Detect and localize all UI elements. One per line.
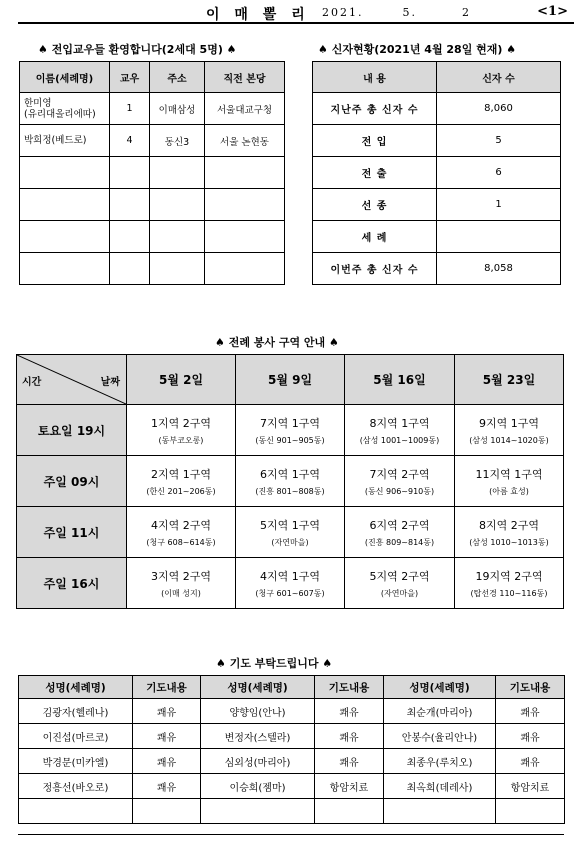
corner-date-label: 날짜: [100, 377, 120, 388]
members-label: 전 출: [313, 157, 437, 189]
service-cell: [127, 507, 236, 558]
newcomers-col-header: 교우: [110, 62, 150, 93]
service-area: 9지역 1구역: [479, 416, 539, 430]
newcomers-cell: [150, 157, 205, 189]
prayer-name: [201, 799, 315, 824]
prayer-name: [384, 799, 496, 824]
prayer-name: 박경문(미카엘): [19, 749, 133, 774]
newcomers-cell: 서울 논현동: [205, 125, 285, 157]
page-number: <1>: [537, 4, 568, 19]
service-table: [16, 354, 564, 609]
service-cell: [455, 456, 564, 507]
service-area-detail: (청구 601~607동): [255, 588, 325, 598]
newcomers-cell: 4: [110, 125, 150, 157]
members-row: [313, 221, 561, 253]
prayer-table: [18, 675, 565, 824]
service-cell: [236, 507, 345, 558]
prayer-name: 안봉수(율리안나): [384, 724, 496, 749]
service-cell: [127, 456, 236, 507]
prayer-name: 최옥희(데레사): [384, 774, 496, 799]
prayer-name: 이승희(젬마): [201, 774, 315, 799]
prayer-intention: 쾌유: [133, 699, 201, 724]
service-area: 3지역 2구역: [151, 569, 211, 583]
newcomers-cell: [20, 189, 110, 221]
service-cell: [127, 558, 236, 609]
prayer-name: 변정자(스텔라): [201, 724, 315, 749]
prayer-row: [19, 749, 565, 774]
prayer-intention: 쾌유: [133, 749, 201, 774]
members-count: 1: [437, 189, 561, 221]
service-area-detail: (삼성 1010~1013동): [469, 537, 549, 547]
prayer-intention: 쾌유: [315, 749, 384, 774]
bulletin-date: [322, 6, 471, 19]
service-area: 8지역 1구역: [369, 416, 430, 430]
prayer-name: 김광자(헬레나): [19, 699, 133, 724]
members-label: 전 입: [313, 125, 437, 157]
prayer-intention: 쾌유: [315, 724, 384, 749]
newcomers-cell: [150, 253, 205, 285]
members-label: 이번주 총 신자 수: [313, 253, 437, 285]
newcomers-cell: [20, 253, 110, 285]
newcomers-row: [20, 189, 285, 221]
service-cell: [455, 405, 564, 456]
service-area-detail: (진흥 809~814동): [364, 537, 435, 547]
service-cell: [236, 558, 345, 609]
prayer-col-header: 기도내용: [315, 676, 384, 699]
service-cell: [236, 405, 345, 456]
service-area: 11지역 1구역: [475, 467, 543, 481]
newcomers-cell: 동신3: [150, 125, 205, 157]
prayer-name: 이진섭(마르코): [19, 724, 133, 749]
service-time: 토요일 19시: [17, 405, 127, 456]
members-label: 선 종: [313, 189, 437, 221]
service-row: [17, 507, 564, 558]
newcomers-cell: [205, 189, 285, 221]
footer-divider: [18, 834, 564, 835]
service-area: 2지역 1구역: [151, 467, 211, 481]
service-cell: [127, 405, 236, 456]
service-area-detail: (동신 906~910동): [364, 486, 435, 496]
newcomers-cell: [150, 221, 205, 253]
service-time: 주일 09시: [17, 456, 127, 507]
service-area-detail: (동신 901~905동): [255, 435, 325, 445]
service-area-detail: (청구 608~614동): [146, 537, 216, 547]
members-label: 세 례: [313, 221, 437, 253]
service-cell: [455, 507, 564, 558]
service-cell: [345, 507, 455, 558]
prayer-intention: 항암치료: [315, 774, 384, 799]
service-area: 5지역 2구역: [369, 569, 430, 583]
prayer-row: [19, 799, 565, 824]
prayer-name: 정흥선(바오로): [19, 774, 133, 799]
newcomers-cell: [110, 221, 150, 253]
newcomers-row: [20, 221, 285, 253]
newcomers-title: ♠ 전입교우들 환영합니다(2세대 5명) ♠: [38, 43, 237, 56]
newcomers-row: [20, 157, 285, 189]
members-count: 6: [437, 157, 561, 189]
service-row: [17, 456, 564, 507]
prayer-col-header: 성명(세례명): [201, 676, 315, 699]
prayer-intention: [133, 799, 201, 824]
newcomers-col-header: 이름(세례명): [20, 62, 110, 93]
prayer-name: 최종우(루치오): [384, 749, 496, 774]
newcomers-cell: 이매삼성: [150, 93, 205, 125]
service-row: [17, 405, 564, 456]
newcomers-cell: [205, 253, 285, 285]
members-count: [437, 221, 561, 253]
service-area-detail: (아름 효성): [489, 486, 529, 496]
service-area-detail: (자연마을): [380, 588, 419, 598]
newcomers-cell: [110, 189, 150, 221]
service-area-detail: (이매 성지): [161, 588, 201, 598]
service-title: ♠ 전례 봉사 구역 안내 ♠: [215, 336, 339, 349]
service-area-detail: (한신 201~206동): [146, 486, 216, 496]
service-date-header: 5월 23일: [455, 355, 564, 405]
service-area-detail: (동부코오롱): [158, 435, 204, 445]
prayer-intention: 쾌유: [133, 774, 201, 799]
service-time: 주일 11시: [17, 507, 127, 558]
prayer-intention: [496, 799, 565, 824]
service-area: 4지역 1구역: [260, 569, 320, 583]
prayer-name: 심외성(마리아): [201, 749, 315, 774]
prayer-col-header: 기도내용: [496, 676, 565, 699]
service-area-detail: (삼성 1014~1020동): [469, 435, 549, 445]
service-area: 8지역 2구역: [479, 518, 539, 532]
members-count: 5: [437, 125, 561, 157]
newcomers-row: [20, 93, 285, 125]
service-cell: [345, 405, 455, 456]
prayer-name: 양향임(안나): [201, 699, 315, 724]
prayer-intention: 쾌유: [133, 724, 201, 749]
members-row: [313, 93, 561, 125]
prayer-title: ♠ 기도 부탁드립니다 ♠: [216, 657, 333, 670]
newcomers-cell: [20, 221, 110, 253]
newcomers-cell: 박희정(베드로): [20, 125, 110, 157]
service-area-detail: (자연마을): [271, 537, 309, 547]
prayer-name: [19, 799, 133, 824]
service-cell: [345, 558, 455, 609]
newcomers-row: [20, 125, 285, 157]
newcomers-cell: [110, 157, 150, 189]
members-label: 지난주 총 신자 수: [313, 93, 437, 125]
members-col-header: 신자 수: [437, 62, 561, 93]
service-area: 19지역 2구역: [475, 569, 543, 583]
service-area-detail: (탑선경 110~116동): [470, 588, 548, 598]
prayer-intention: 쾌유: [496, 749, 565, 774]
date-year: 2021.: [322, 6, 364, 19]
service-date-header: 5월 2일: [127, 355, 236, 405]
service-row: [17, 558, 564, 609]
header-divider: [18, 22, 574, 24]
members-row: [313, 253, 561, 285]
prayer-col-header: 성명(세례명): [384, 676, 496, 699]
newcomers-cell: [110, 253, 150, 285]
newcomers-row: [20, 253, 285, 285]
newcomers-col-header: 직전 본당: [205, 62, 285, 93]
service-date-header: 5월 16일: [345, 355, 455, 405]
corner-time-label: 시간: [22, 377, 42, 388]
service-time: 주일 16시: [17, 558, 127, 609]
prayer-intention: 쾌유: [496, 699, 565, 724]
prayer-col-header: 성명(세례명): [19, 676, 133, 699]
service-date-header: 5월 9일: [236, 355, 345, 405]
service-area: 6지역 1구역: [260, 467, 320, 481]
members-row: [313, 125, 561, 157]
service-cell: [345, 456, 455, 507]
bulletin-header: [18, 4, 574, 22]
newcomers-cell: [150, 189, 205, 221]
corner-cell: [17, 355, 127, 405]
newcomers-cell: [205, 221, 285, 253]
service-area: 7지역 2구역: [369, 467, 430, 481]
service-area-detail: (진흥 801~808동): [255, 486, 325, 496]
newcomers-cell: 서울대교구청: [205, 93, 285, 125]
service-area: 6지역 2구역: [369, 518, 430, 532]
prayer-intention: 쾌유: [496, 724, 565, 749]
prayer-row: [19, 724, 565, 749]
members-count: 8,058: [437, 253, 561, 285]
members-col-header: 내 용: [313, 62, 437, 93]
date-day: 2: [462, 6, 471, 19]
service-area: 4지역 2구역: [151, 518, 211, 532]
prayer-name: 최순개(마리아): [384, 699, 496, 724]
newcomers-cell: [20, 157, 110, 189]
bulletin-title: 이 매 뽈 리: [206, 7, 310, 23]
newcomers-cell: [205, 157, 285, 189]
members-title: ♠ 신자현황(2021년 4월 28일 현재) ♠: [318, 43, 517, 56]
date-month: 5.: [402, 6, 417, 19]
service-area-detail: (삼성 1001~1009동): [359, 435, 440, 445]
prayer-row: [19, 774, 565, 799]
newcomers-col-header: 주소: [150, 62, 205, 93]
members-row: [313, 157, 561, 189]
service-area: 1지역 2구역: [151, 416, 211, 430]
service-cell: [455, 558, 564, 609]
prayer-intention: 항암치료: [496, 774, 565, 799]
members-count: 8,060: [437, 93, 561, 125]
prayer-intention: [315, 799, 384, 824]
service-cell: [236, 456, 345, 507]
newcomers-table: [19, 61, 285, 285]
newcomers-cell: 1: [110, 93, 150, 125]
service-area: 7지역 1구역: [260, 416, 320, 430]
service-area: 5지역 1구역: [260, 518, 320, 532]
members-table: [312, 61, 561, 285]
prayer-col-header: 기도내용: [133, 676, 201, 699]
prayer-row: [19, 699, 565, 724]
members-row: [313, 189, 561, 221]
prayer-intention: 쾌유: [315, 699, 384, 724]
newcomers-cell: 한미영 (유리대올리에따): [20, 93, 110, 125]
